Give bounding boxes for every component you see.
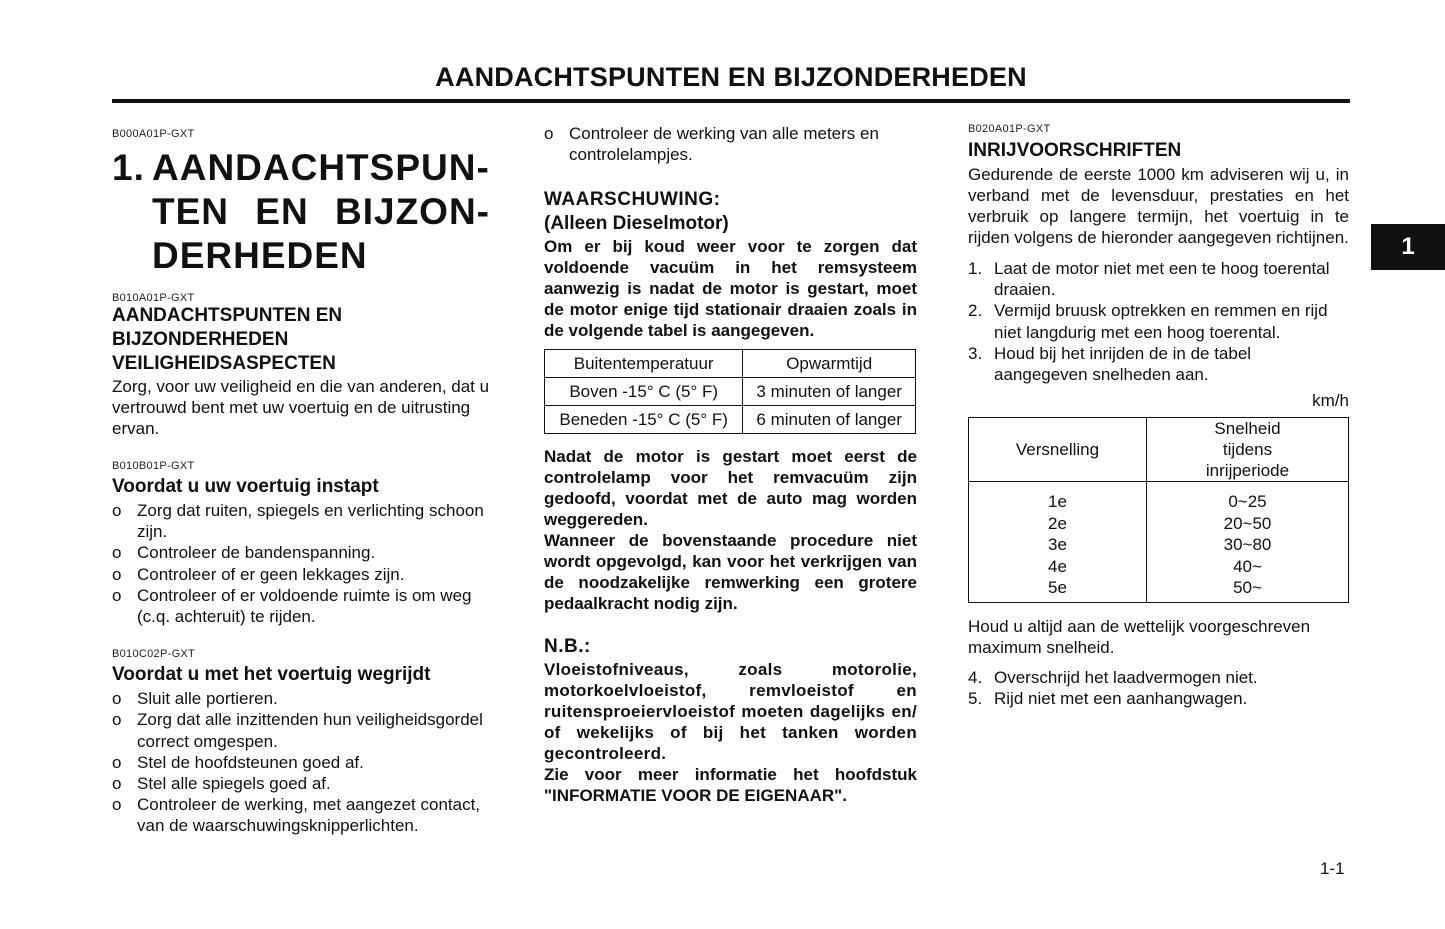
break-in-rules-continued <box>968 667 1349 709</box>
list-item <box>968 343 1349 385</box>
speed-unit: km/h <box>1312 391 1349 411</box>
bullet-marker: o <box>112 543 122 563</box>
break-in-speed-table <box>968 417 1349 603</box>
list-item-text: Controleer of er voldoende ruimte is om weg (c.q. achteruit) te rijden. <box>137 585 472 627</box>
table-cell: 5e <box>1048 578 1067 598</box>
page-number: 1-1 <box>1320 859 1345 878</box>
list-item <box>112 688 490 709</box>
table-cell: 40~ <box>1233 556 1262 576</box>
bullet-marker: o <box>112 564 122 584</box>
list-item <box>112 709 490 751</box>
list-item <box>968 258 1349 300</box>
chapter-number: 1. <box>112 147 145 188</box>
table-row <box>545 378 916 406</box>
column-middle <box>544 123 917 806</box>
list-item-text: Stel de hoofdsteunen goed af. <box>137 752 364 772</box>
bullet-marker: o <box>112 752 122 772</box>
chapter-title-text: AANDACHTSPUN-TEN EN BIJZON-DERHEDEN <box>152 147 490 276</box>
list-number: 2. <box>968 301 983 321</box>
chapter-title <box>112 146 490 278</box>
bullet-marker: o <box>112 774 122 794</box>
table-row <box>545 406 916 434</box>
list-item <box>968 688 1349 709</box>
table-cell: 2e <box>1048 513 1067 533</box>
warning-subtitle: (Alleen Dieselmotor) <box>544 213 729 235</box>
list-item <box>112 794 490 836</box>
list-item-text: Controleer de bandenspanning. <box>137 543 376 563</box>
boarding-checklist <box>112 500 490 627</box>
list-item-text: Vermijd bruusk optrekken en remmen en rijd niet langdurig met een hoog toerental. <box>994 301 1328 342</box>
table-cell: 3 minuten of langer <box>743 378 916 406</box>
list-item <box>112 585 490 627</box>
section-title-line: BIJZONDERHEDEN <box>112 329 289 350</box>
list-item <box>544 123 917 165</box>
bullet-marker: o <box>112 795 122 815</box>
table-header-cell: Versnelling <box>969 418 1147 482</box>
section-code: B000A01P-GXT <box>112 128 195 140</box>
bullet-marker: o <box>112 710 122 730</box>
warmup-table <box>544 349 916 434</box>
section-code: B010C02P-GXT <box>112 648 196 661</box>
table-header-cell: Opwarmtijd <box>743 350 916 378</box>
list-item-text: Controleer de werking van alle meters en controlelampjes. <box>569 124 879 165</box>
list-item-text: Rijd niet met een aanhangwagen. <box>994 688 1248 708</box>
table-cell: Beneden -15° C (5° F) <box>545 406 743 434</box>
procedure-text: Wanneer de bovenstaande procedure niet wordt opgevolgd, kan voor het verkrijgen van de noodzakelijke remwerking een grotere pedaalkracht nodig zijn. <box>544 531 917 614</box>
section-code: B020A01P-GXT <box>968 123 1051 135</box>
list-item-text: Controleer of er geen lekkages zijn. <box>137 564 405 584</box>
table-cell: 1e <box>1048 492 1067 512</box>
table-cell: 3e <box>1048 535 1067 555</box>
break-in-intro: Gedurende de eerste 1000 km adviseren wij u, in verband met de levensduur, prestaties en het verbruik op langere termijn, het voertuig in te rijden volgens de hieronder aangegeven richtijnen. <box>968 165 1349 247</box>
driving-title: Voordat u met het voertuig wegrijdt <box>112 664 431 686</box>
list-number: 1. <box>968 259 983 278</box>
column-left <box>112 128 490 837</box>
table-cell: 4e <box>1048 556 1067 576</box>
list-number: 3. <box>968 343 983 363</box>
list-item <box>968 667 1349 688</box>
nb-title: N.B.: <box>544 636 591 658</box>
bullet-marker: o <box>544 124 554 143</box>
legal-speed-text: Houd u altijd aan de wettelijk voorgeschreven maximum snelheid. <box>968 616 1311 657</box>
section-code: B010A01P-GXT <box>112 292 195 304</box>
table-cell: 30~80 <box>1223 535 1272 555</box>
list-number: 4. <box>968 667 983 687</box>
bullet-marker: o <box>112 689 122 709</box>
section-code: B010B01P-GXT <box>112 460 195 472</box>
list-item <box>112 500 490 542</box>
meter-checklist <box>544 123 917 165</box>
list-item-text: Zorg dat alle inzittenden hun veiligheidsgordel correct omgespen. <box>137 710 483 751</box>
list-item-text: Sluit alle portieren. <box>137 689 278 709</box>
table-cell: 20~50 <box>1223 513 1272 533</box>
list-item <box>112 752 490 773</box>
list-item <box>112 564 490 585</box>
driving-checklist <box>112 688 490 836</box>
list-number: 5. <box>968 688 983 708</box>
column-right <box>968 123 1349 709</box>
break-in-rules <box>968 258 1349 385</box>
list-item-text: Stel alle spiegels goed af. <box>137 774 331 794</box>
list-item-text: Zorg dat ruiten, spiegels en verlichting schoon zijn. <box>137 501 484 542</box>
table-header-row <box>969 418 1349 482</box>
table-cell: 50~ <box>1233 578 1262 598</box>
warning-text: Om er bij koud weer voor te zorgen dat voldoende vacuüm in het remsysteem aanwezig is nadat de motor is gestart, moet de motor enige tijd stationair draaien zoals in de volgende tabel is aangegeven. <box>544 237 917 341</box>
section-title-line: AANDACHTSPUNTEN EN <box>112 305 343 326</box>
table-header-cell: Snelheid tijdens inrijperiode <box>1147 418 1349 482</box>
gear-column <box>969 482 1147 603</box>
after-table-text: Nadat de motor is gestart moet eerst de controlelamp voor het remvacuüm zijn gedoofd, voordat met de auto mag worden weggereden. <box>544 447 917 530</box>
speed-column <box>1147 482 1349 603</box>
list-item-text: Houd bij het inrijden de in de tabel aangegeven snelheden aan. <box>994 343 1252 385</box>
header-divider <box>112 99 1350 103</box>
chapter-tab: 1 <box>1371 224 1445 270</box>
nb-text: Vloeistofniveaus, zoals motorolie, motorkoelvloeistof, remvloeistof en ruitensproeiervloeistof moeten dagelijks en/ of wekelijks of bij het tanken worden gecontroleerd. <box>544 660 917 764</box>
list-item-text: Controleer de werking, met aangezet contact, van de waarschuwingsknipperlichten. <box>137 795 481 836</box>
page-header-title: AANDACHTSPUNTEN EN BIJZONDERHEDEN <box>435 62 1027 92</box>
table-cell: 6 minuten of langer <box>743 406 916 434</box>
bullet-marker: o <box>112 585 122 605</box>
bullet-marker: o <box>112 501 122 520</box>
list-item-text: Overschrijd het laadvermogen niet. <box>994 667 1258 687</box>
table-cell: 0~25 <box>1228 492 1267 512</box>
safety-paragraph: Zorg, voor uw veiligheid en die van anderen, dat u vertrouwd bent met uw voertuig en de uitrusting ervan. <box>112 377 490 438</box>
list-item <box>112 542 490 563</box>
warning-title: WAARSCHUWING: <box>544 189 721 211</box>
table-row <box>969 482 1349 603</box>
list-item <box>112 773 490 794</box>
section-title-line: VEILIGHEIDSASPECTEN <box>112 353 336 374</box>
nb-reference: Zie voor meer informatie het hoofdstuk "INFORMATIE VOOR DE EIGENAAR". <box>544 765 917 806</box>
boarding-title: Voordat u uw voertuig instapt <box>112 476 379 497</box>
break-in-title: INRIJVOORSCHRIFTEN <box>968 140 1182 161</box>
table-header-row <box>545 350 916 378</box>
table-cell: Boven -15° C (5° F) <box>545 378 743 406</box>
list-item <box>968 300 1349 342</box>
table-header-cell: Buitentemperatuur <box>545 350 743 378</box>
list-item-text: Laat de motor niet met een te hoog toerental draaien. <box>994 259 1330 300</box>
